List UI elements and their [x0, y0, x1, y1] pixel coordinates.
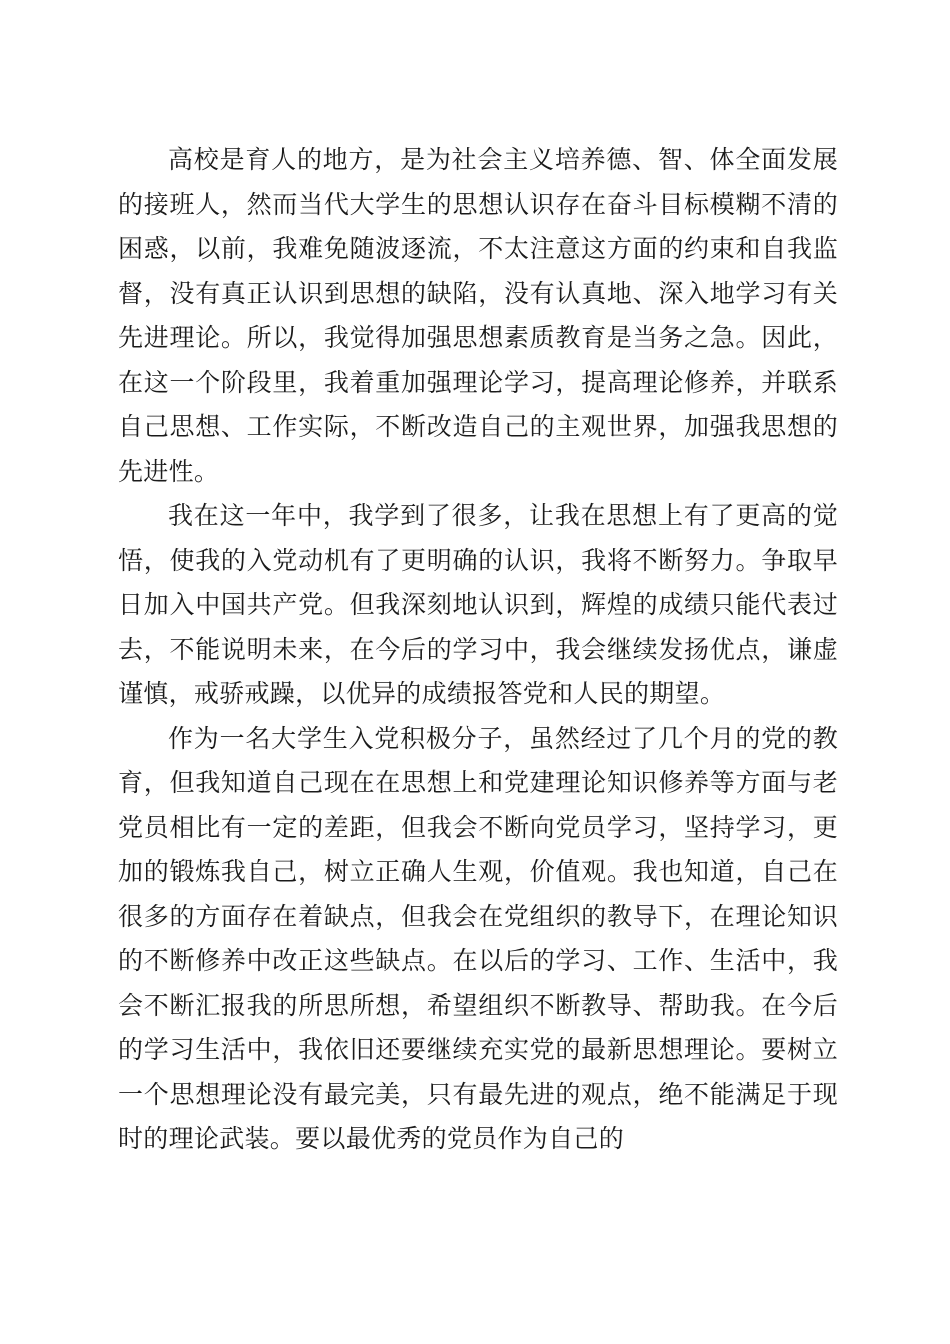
- document-body: [118, 138, 838, 1162]
- paragraph-1: 高校是育人的地方，是为社会主义培养德、智、体全面发展的接班人，然而当代大学生的思想认识存在奋斗目标模糊不清的困惑，以前，我难免随波逐流，不太注意这方面的约束和自我监督，没有真正认识到思想的缺陷，没有认真地、深入地学习有关先进理论。所以，我觉得加强思想素质教育是当务之急。因此，在这一个阶段里，我着重加强理论学习，提高理论修养，并联系自己思想、工作实际，不断改造自己的主观世界，加强我思想的先进性。: [118, 145, 838, 486]
- paragraph-2: 我在这一年中，我学到了很多，让我在思想上有了更高的觉悟，使我的入党动机有了更明确的认识，我将不断努力。争取早日加入中国共产党。但我深刻地认识到，辉煌的成绩只能代表过去，不能说明未来，在今后的学习中，我会继续发扬优点，谦虚谨慎，戒骄戒躁，以优异的成绩报答党和人民的期望。: [118, 501, 838, 708]
- paragraph-3: 作为一名大学生入党积极分子，虽然经过了几个月的党的教育，但我知道自己现在在思想上和党建理论知识修养等方面与老党员相比有一定的差距，但我会不断向党员学习，坚持学习，更加的锻炼我自己，树立正确人生观，价值观。我也知道，自己在很多的方面存在着缺点，但我会在党组织的教导下，在理论知识的不断修养中改正这些缺点。在以后的学习、工作、生活中，我会不断汇报我的所思所想，希望组织不断教导、帮助我。在今后的学习生活中，我依旧还要继续充实党的最新思想理论。要树立一个思想理论没有最完美，只有最先进的观点，绝不能满足于现时的理论武装。要以最优秀的党员作为自己的: [118, 723, 838, 1153]
